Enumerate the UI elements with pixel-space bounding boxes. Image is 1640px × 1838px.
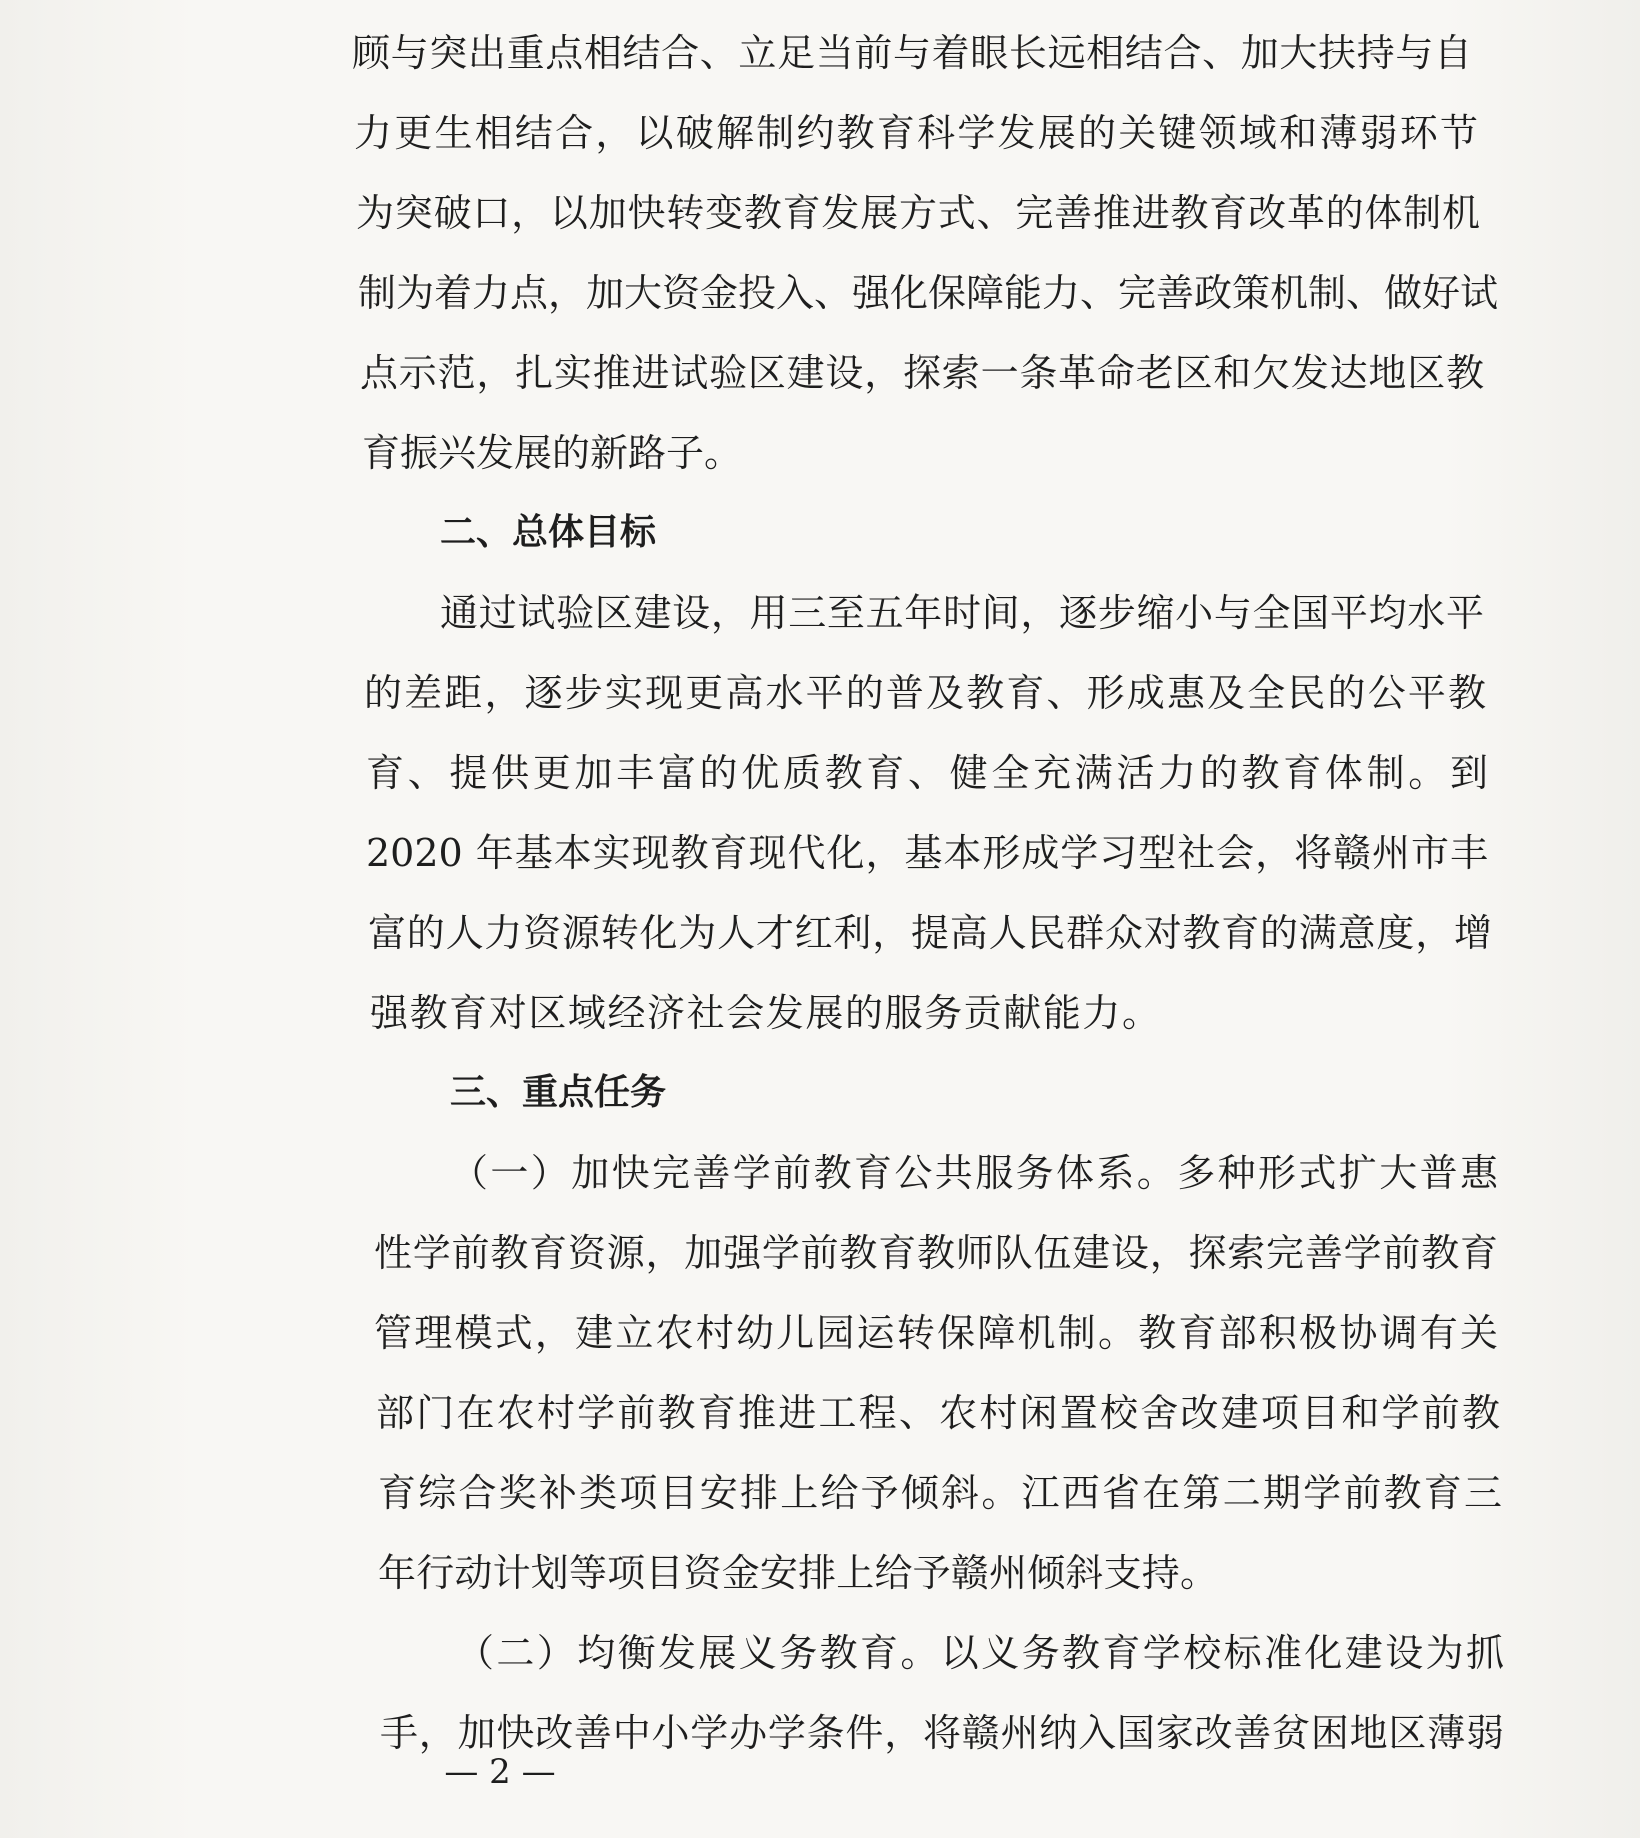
- section-heading-overall-goals: 二、总体目标: [440, 512, 657, 553]
- text-line: 手，加快改善中小学办学条件，将赣州纳入国家改善贫困地区薄弱: [380, 1711, 1504, 1755]
- text-line: 制为着力点，加大资金投入、强化保障能力、完善政策机制、做好试: [358, 271, 1499, 315]
- section-heading-key-tasks: 三、重点任务: [450, 1072, 667, 1113]
- text-line: 性学前教育资源，加强学前教育教师队伍建设，探索完善学前教育: [374, 1231, 1498, 1275]
- page-number: — 2 —: [444, 1752, 556, 1792]
- text-line: 部门在农村学前教育推进工程、农村闲置校舍改建项目和学前教: [376, 1391, 1500, 1435]
- text-line: 育、提供更加丰富的优质教育、健全充满活力的教育体制。到: [366, 751, 1488, 795]
- text-line: 顾与突出重点相结合、立足当前与着眼长远相结合、加大扶持与自: [352, 31, 1472, 75]
- text-line: 的差距，逐步实现更高水平的普及教育、形成惠及全民的公平教: [364, 671, 1486, 715]
- text-line: 富的人力资源转化为人才红利，提高人民群众对教育的满意度，增: [368, 911, 1492, 955]
- text-line: 年行动计划等项目资金安排上给予赣州倾斜支持。: [378, 1551, 1218, 1595]
- text-line: 力更生相结合，以破解制约教育科学发展的关键领域和薄弱环节: [354, 111, 1478, 155]
- text-line: 强教育对区域经济社会发展的服务贡献能力。: [370, 991, 1160, 1035]
- text-line: （二）均衡发展义务教育。以义务教育学校标准化建设为抓: [456, 1631, 1504, 1675]
- text-line: 管理模式，建立农村幼儿园运转保障机制。教育部积极协调有关: [374, 1311, 1498, 1355]
- text-line: 2020 年基本实现教育现代化，基本形成学习型社会，将赣州市丰: [366, 831, 1488, 875]
- text-line: 育综合奖补类项目安排上给予倾斜。江西省在第二期学前教育三: [378, 1471, 1502, 1515]
- text-line: 育振兴发展的新路子。: [362, 431, 743, 475]
- text-line: 通过试验区建设，用三至五年时间，逐步缩小与全国平均水平: [440, 591, 1484, 635]
- text-line: 为突破口，以加快转变教育发展方式、完善推进教育改革的体制机: [356, 191, 1480, 235]
- text-line: 点示范，扎实推进试验区建设，探索一条革命老区和欠发达地区教: [360, 351, 1484, 395]
- text-line: （一）加快完善学前教育公共服务体系。多种形式扩大普惠: [450, 1151, 1498, 1195]
